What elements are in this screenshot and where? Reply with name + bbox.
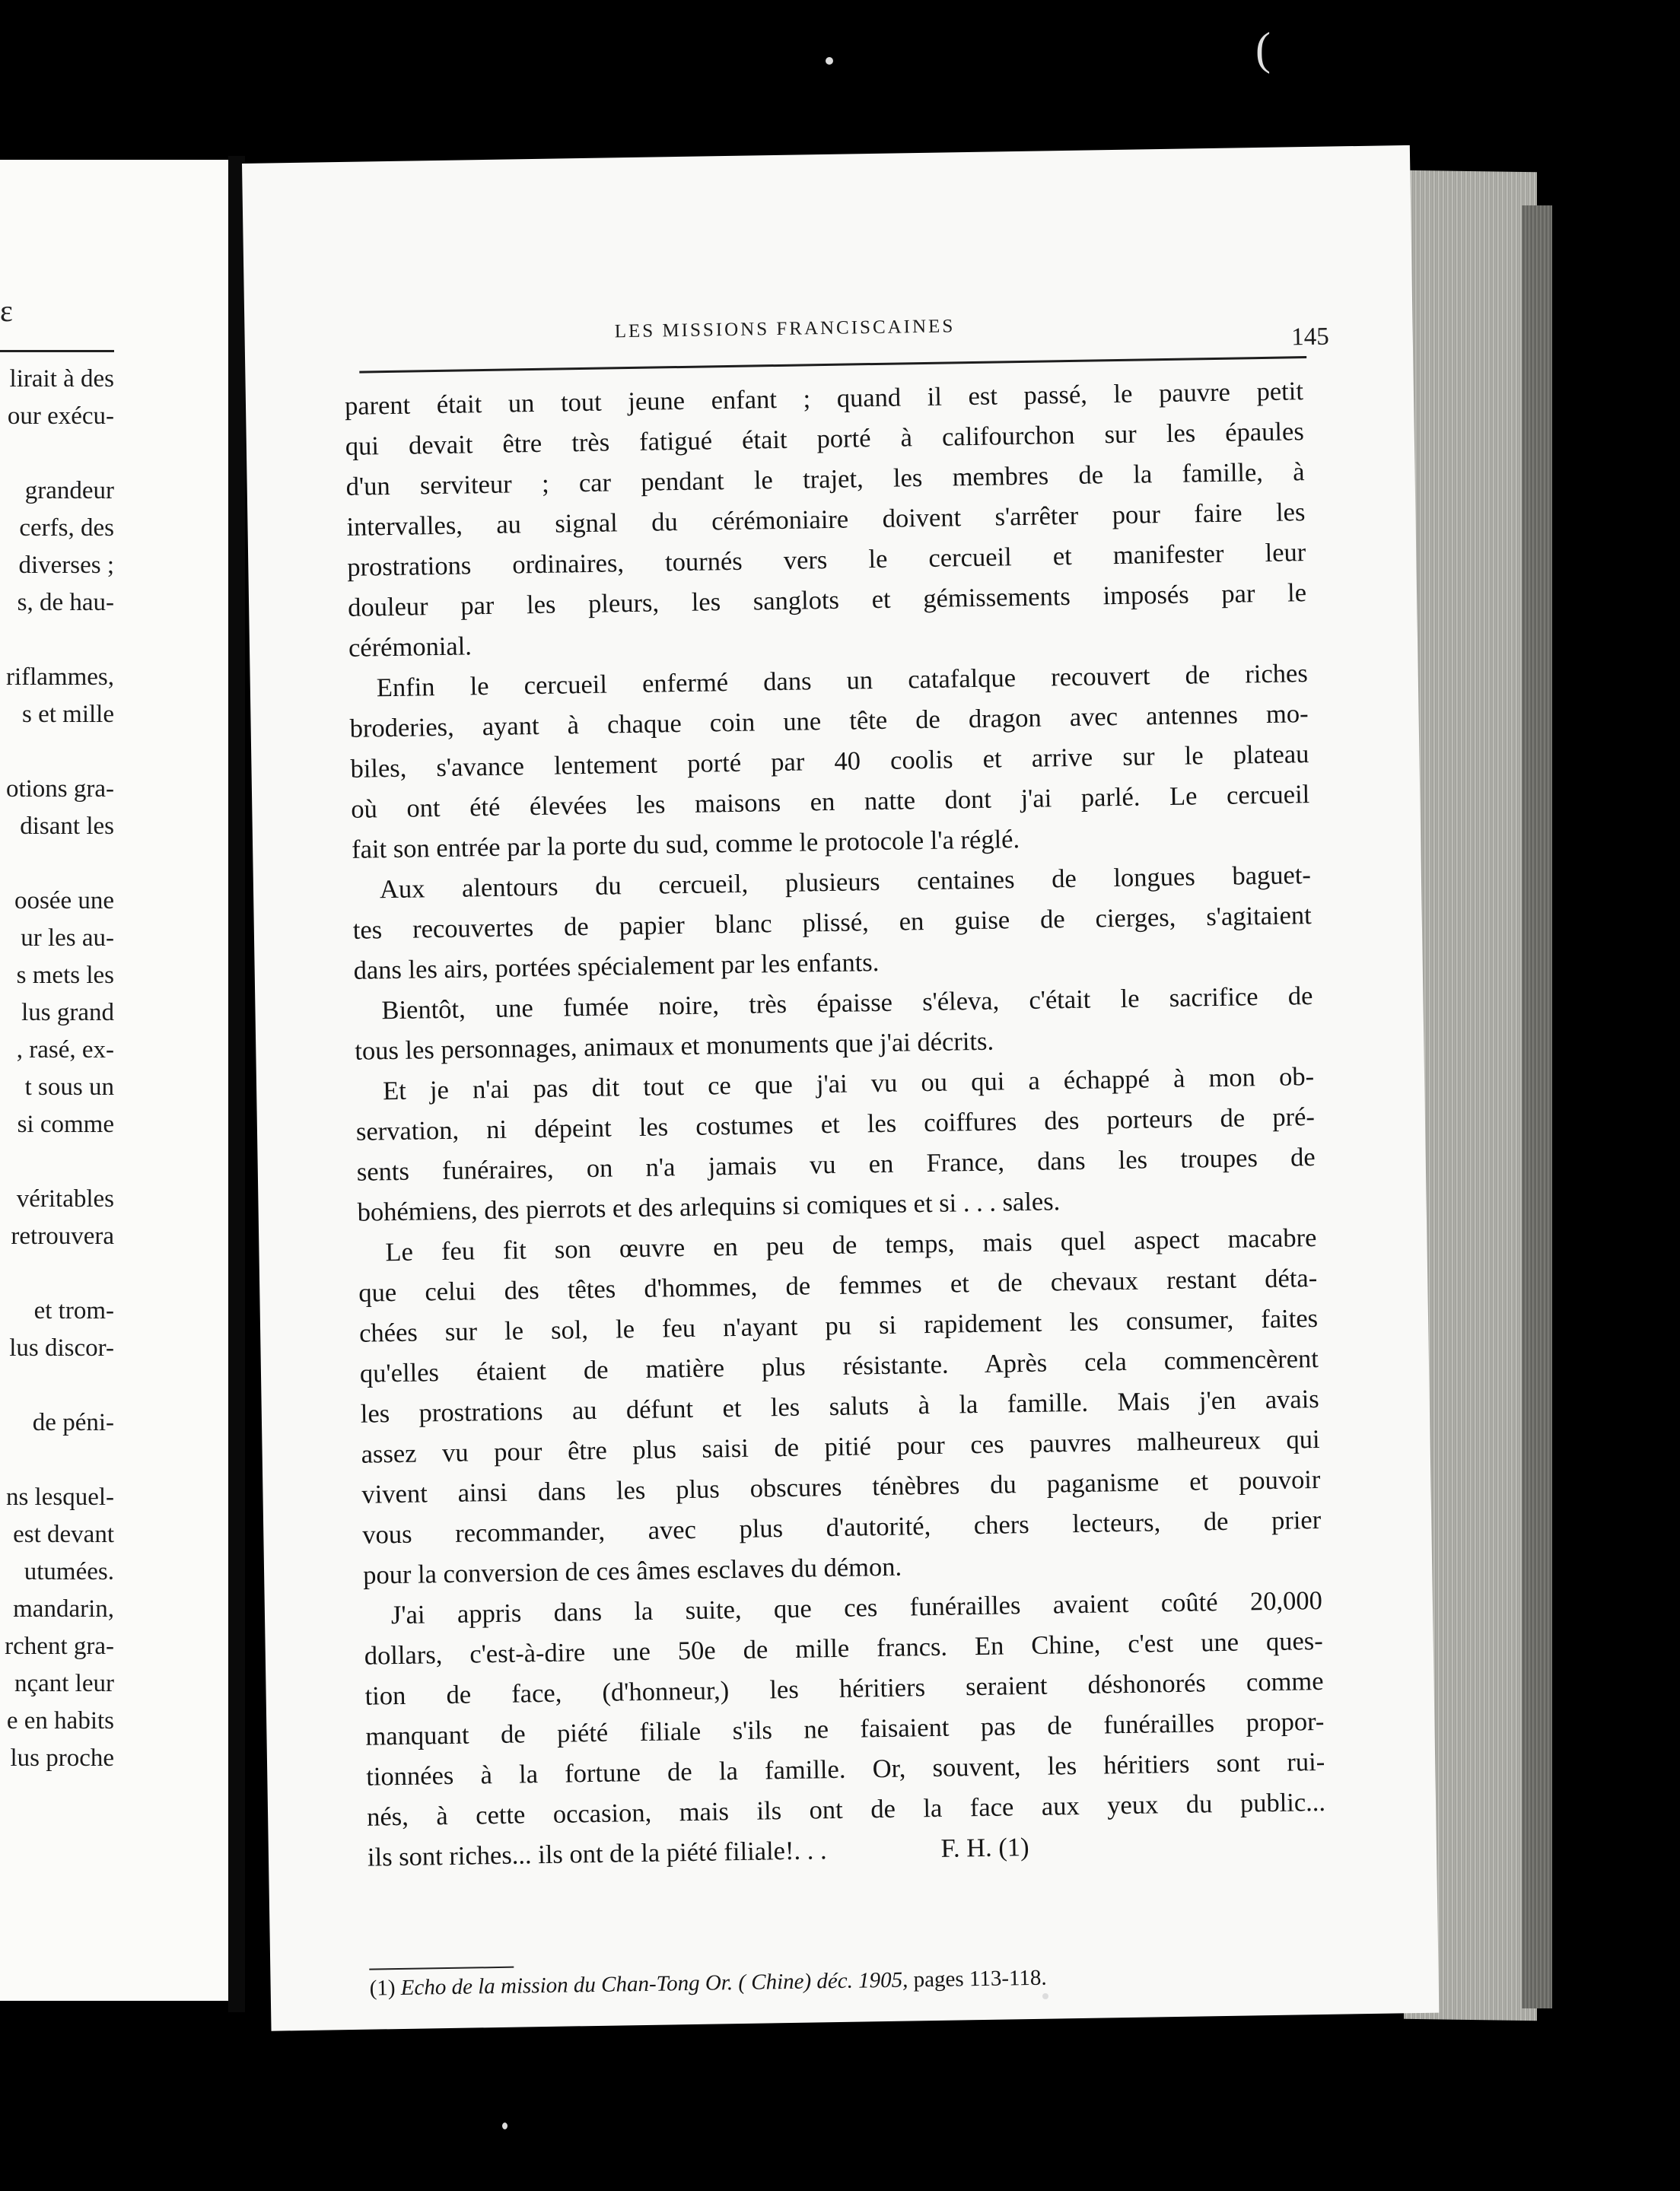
body-line: vous recommander, avec plus d'autorité, chers lecteurs, de prier — [362, 1505, 1322, 1550]
body-line: Bientôt, une fumée noire, très épaisse s'éleva, c'était le sacrifice de — [381, 981, 1313, 1026]
left-page-line: est devant — [13, 1521, 114, 1548]
body-line: biles, s'avance lentement porté par 40 coolis et arrive sur le plateau — [350, 739, 1309, 784]
body-line: qu'elles étaient de matière plus résistante. Après cela commencèrent — [359, 1344, 1319, 1388]
body-line: dans les airs, portées spécialement par les enfants. — [353, 947, 880, 985]
body-line: fait son entrée par la porte du sud, comme le protocole l'a réglé. — [351, 825, 1020, 864]
footnote-source: Echo de la mission du Chan-Tong Or. ( Chine) déc. 1905, — [400, 1967, 908, 2001]
left-page-line: lus grand — [21, 999, 114, 1026]
left-page-line: disant les — [20, 812, 114, 840]
left-page-line: et trom- — [33, 1297, 114, 1324]
dust-speck — [826, 57, 833, 65]
left-page-line: nçant leur — [14, 1670, 114, 1697]
body-line: nés, à cette occasion, mais ils ont de la face aux yeux du public... — [366, 1787, 1326, 1832]
left-page-line: t sous un — [24, 1073, 114, 1101]
body-line: que celui des têtes d'hommes, de femmes et de chevaux restant déta- — [358, 1263, 1318, 1308]
left-page-line: ns lesquel- — [5, 1483, 114, 1511]
body-line: tion de face, (d'honneur,) les héritiers seraient déshonorés comme — [364, 1666, 1324, 1711]
body-line: servation, ni dépeint les costumes et les coiffures des porteurs de pré- — [355, 1102, 1316, 1146]
footnote-pages: pages 113-118. — [913, 1965, 1047, 1992]
left-page-line: de péni- — [32, 1409, 114, 1436]
left-page-line: lirait à des — [9, 365, 114, 393]
body-line: douleur par les pleurs, les sanglots et gémissements imposés par le — [347, 578, 1307, 622]
body-line: manquant de piété filiale s'ils ne faisaient pas de funérailles propor- — [365, 1706, 1325, 1751]
film-scratch-mark: ( — [1255, 24, 1271, 74]
left-page-line: , rasé, ex- — [16, 1036, 114, 1064]
left-page-line: cerfs, des — [19, 514, 114, 542]
body-line: broderies, ayant à chaque coin une tête de dragon avec antennes mo- — [349, 699, 1309, 743]
body-line: d'un serviteur ; car pendant le trajet, les membres de la famille, à — [345, 457, 1305, 501]
body-line: dollars, c'est-à-dire une 50e de mille francs. En Chine, c'est une ques- — [364, 1626, 1323, 1671]
closing-sentence: ils sont riches... ils ont de la piété filiale!. . . — [367, 1836, 827, 1872]
body-line: Le feu fit son œuvre en peu de temps, mais quel aspect macabre — [385, 1223, 1317, 1267]
body-line: où ont été élevées les maisons en natte dont j'ai parlé. Le cercueil — [351, 780, 1310, 824]
body-line: J'ai appris dans la suite, que ces funérailles avaient coûté 20,000 — [390, 1585, 1323, 1630]
book-cover-edge — [1522, 205, 1552, 2008]
body-line: cérémonial. — [348, 631, 473, 663]
left-page-line: oosée une — [14, 887, 114, 914]
left-page-line: s mets les — [16, 962, 114, 989]
body-line: qui devait être très fatigué était porté à califourchon sur les épaules — [345, 417, 1305, 461]
right-page — [242, 145, 1439, 2031]
left-page-line: véritables — [16, 1185, 114, 1213]
body-line: Et je n'ai pas dit tout ce que j'ai vu ou qui a échappé à mon ob- — [382, 1062, 1315, 1106]
body-line: Enfin le cercueil enfermé dans un catafalque recouvert de riches — [376, 659, 1308, 703]
body-line: prostrations ordinaires, tournés vers le cercueil et manifester leur — [347, 538, 1306, 582]
author-signature: F. H. (1) — [940, 1833, 1029, 1863]
body-line: intervalles, au signal du cérémoniaire doivent s'arrêter pour faire les — [346, 498, 1306, 542]
left-page-line: e en habits — [6, 1707, 114, 1735]
left-page-line: grandeur — [24, 477, 114, 504]
left-page-line: utumées. — [24, 1558, 114, 1585]
running-head-rule — [359, 356, 1306, 374]
left-page-line: rchent gra- — [5, 1633, 114, 1660]
footnote-rule — [369, 1967, 514, 1970]
dust-speck — [1042, 1993, 1048, 1999]
running-head: LES MISSIONS FRANCISCAINES — [614, 316, 956, 342]
left-page-line: s et mille — [22, 701, 114, 728]
dust-speck — [502, 2123, 508, 2129]
body-line: sents funéraires, on n'a jamais vu en France, dans les troupes de — [356, 1143, 1316, 1187]
left-page-line: diverses ; — [18, 552, 114, 579]
body-line: pour la conversion de ces âmes esclaves du démon. — [362, 1552, 902, 1590]
left-page — [0, 160, 233, 2001]
body-line: tous les personnages, animaux et monuments que j'ai décrits. — [355, 1026, 994, 1066]
left-page-line: s, de hau- — [17, 589, 114, 616]
left-page-line: mandarin, — [13, 1595, 114, 1623]
left-page-line: lus proche — [10, 1744, 114, 1772]
body-line: parent était un tout jeune enfant ; quand il est passé, le pauvre petit — [344, 377, 1304, 421]
body-text — [345, 371, 1327, 1878]
body-line: tes recouvertes de papier blanc plissé, en guise de cierges, s'agitaient — [352, 901, 1312, 945]
body-line: Aux alentours du cercueil, plusieurs centaines de longues baguet- — [379, 860, 1312, 905]
page-number: 145 — [1290, 323, 1330, 351]
left-page-line: retrouvera — [11, 1223, 114, 1250]
left-page-line: si comme — [17, 1111, 114, 1138]
body-line: assez vu pour être plus saisi de pitié pour ces pauvres malheureux qui — [361, 1424, 1320, 1469]
left-page-line: riflammes, — [5, 663, 114, 691]
body-line: chées sur le sol, le feu n'ayant pu si rapidement les consumer, faites — [358, 1303, 1319, 1348]
body-line: vivent ainsi dans les plus obscures ténèbres du paganisme et pouvoir — [361, 1464, 1321, 1509]
left-page-head-rule — [0, 350, 114, 352]
left-page-line: lus discor- — [9, 1334, 114, 1362]
body-line: bohémiens, des pierrots et des arlequins si comiques et si . . . sales. — [357, 1187, 1061, 1227]
book-gutter — [228, 156, 245, 2012]
body-line: les prostrations au défunt et les saluts à la famille. Mais j'en avais — [360, 1384, 1319, 1429]
left-page-corner-char: ε — [0, 294, 13, 328]
left-page-line: our exécu- — [7, 402, 114, 430]
body-line: tionnées à la fortune de la famille. Or, souvent, les héritiers sont rui- — [366, 1747, 1325, 1792]
left-page-line: otions gra- — [5, 775, 114, 803]
left-page-line: ur les au- — [21, 924, 114, 952]
footnote-marker: (1) — [369, 1976, 396, 2001]
